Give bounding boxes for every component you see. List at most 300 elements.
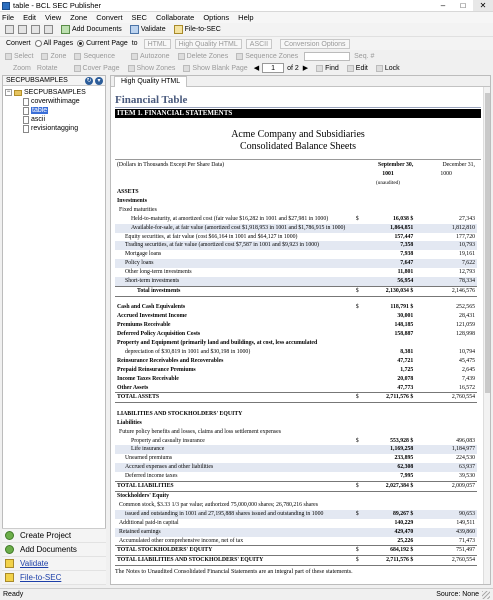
value-dec-1000: 128,998 [456,331,475,338]
tree-item-ascii[interactable] [5,115,105,124]
value-sep-1001: 11,801 [397,269,414,276]
row-label: Income Taxes Receivable [117,375,179,382]
table-row [115,482,477,492]
value-sep-1001: 30,001 [397,313,414,320]
value-sep-1001 [361,206,416,215]
dollar-sign: $ [353,286,361,296]
current-page-label: Current Page [86,40,128,47]
row-label: Trading securities, at fair value (amortized cost $7,587 in 1001 and $9,923 in 1000) [115,241,353,250]
file-to-sec-label: File-to-SEC [184,26,221,33]
table-row [115,188,477,197]
dollar-sign [353,357,361,366]
value-dec-1000: 71,473 [459,537,475,544]
company-title [115,129,481,153]
value-sep-1001: 56,954 [361,277,416,286]
value-sep-1001 [361,339,416,348]
menu-view[interactable]: View [45,13,62,22]
dollar-sign [353,519,361,528]
table-row [115,463,477,472]
table-row [115,501,477,510]
delete-zones-button[interactable]: Delete Zones [186,52,229,60]
open-icon[interactable] [18,25,27,34]
value-sep-1001: 118,791 $ [390,304,414,311]
assets-section [115,188,477,403]
sequence-icon [74,53,81,60]
tree-item-label: coverwithimage [31,98,80,105]
value-sep-1001: 157,447 [394,233,414,240]
dollar-sign [353,321,361,330]
row-label: Life insurance [115,445,353,454]
row-label: Mortgage loans [125,251,162,258]
row-label: Liabilities [117,419,142,426]
tree-root[interactable] [5,88,105,97]
value-sep-1001 [361,492,416,501]
statement-name: Consolidated Balance Sheets [239,141,357,152]
table-row [115,445,477,454]
table-row [115,556,477,566]
file-to-sec-icon [174,25,183,34]
cover-page-icon [74,65,81,72]
add-documents-icon [61,25,70,34]
table-row [115,546,477,556]
table-row [115,259,477,268]
row-label: Future policy benefits and losses, claims and loss settlement expenses [119,428,281,435]
source-status: Source: None [436,591,479,598]
value-dec-1000: 7,622 [415,259,477,268]
resize-grip-icon[interactable] [482,591,490,599]
zone-icon [41,53,48,60]
table-row [115,250,477,259]
dollar-sign [353,259,361,268]
table-top-rule [115,159,481,160]
dollar-sign [353,241,361,250]
table-row [115,528,477,537]
maximize-button[interactable]: □ [460,1,466,10]
menu-sec[interactable]: SEC [131,13,147,22]
value-sep-1001: 1,864,851 [361,224,416,233]
value-sep-1001: 2,711,576 $ [361,556,416,566]
row-label: Total investments [115,286,353,296]
vertical-scrollbar[interactable] [483,87,490,584]
table-row [115,472,477,481]
dollar-sign [353,419,361,428]
value-dec-1000: 12,793 [459,269,475,276]
file-to-sec-button[interactable] [172,25,221,34]
validate-icon [130,25,139,34]
value-dec-1000: 1,184,977 [415,445,477,454]
file-to-sec-icon [5,573,14,582]
table-row [115,286,477,296]
title-bar [0,0,493,12]
project-explorer-header [3,76,105,86]
row-label: Policy loans [115,259,353,268]
ascii-button[interactable]: ASCII [246,39,272,49]
value-dec-1000: 63,937 [415,463,477,472]
project-tree [3,86,105,133]
document-content [115,90,481,584]
value-dec-1000 [415,197,477,206]
dollar-sign [353,188,361,197]
value-dec-1000 [415,206,477,215]
sequence-zones-button[interactable]: Sequence Zones [245,52,299,60]
new-project-icon[interactable] [5,25,14,34]
row-label: Other Assets [117,384,149,391]
table-row [115,206,477,215]
menu-bar [0,12,493,23]
row-label: Equity securities, at fair value (cost $66,164 in 1001 and $64,127 in 1000) [125,233,298,240]
row-label: TOTAL ASSETS [115,393,353,403]
row-label: Premiums Receivable [117,322,171,329]
conversion-options-button[interactable]: Conversion Options [280,39,349,49]
menu-zone[interactable]: Zone [70,13,88,22]
dollar-sign [353,472,361,481]
dollar-sign [353,428,361,437]
value-sep-1001: 47,773 [397,384,414,391]
menu-options[interactable]: Options [203,13,230,22]
table-row [115,224,477,233]
value-dec-1000: 2,146,576 [415,286,477,296]
refresh-icon[interactable]: ↻ [86,77,92,84]
dollar-sign [353,250,361,259]
tree-item-coverwithimage[interactable] [5,97,105,106]
dollar-sign [353,233,361,242]
to-label: to [131,40,138,47]
row-label: Cash and Cash Equivalents [117,304,186,311]
row-label: Other long-term investments [125,269,192,276]
sequence-zones-icon [236,53,243,60]
value-dec-1000: 2,760,554 [415,393,477,403]
row-label: Property and Equipment (primarily land and buildings, at cost, less accumulated [117,340,318,346]
create-project-label: Create Project [20,531,72,540]
column-sep-header: September 30, [377,162,414,168]
close-button[interactable]: ✕ [473,0,493,11]
value-sep-1001: 7,647 [361,259,416,268]
dollar-sign [353,348,361,357]
autozone-button[interactable]: Autozone [139,52,170,60]
row-label: Accumulated other comprehensive income, net of tax [119,537,244,544]
value-dec-1000: 27,343 [459,215,475,222]
footnote: The Notes to Unaudited Consolidated Financial Statements are an integral part of these statements. [115,569,353,576]
dollar-sign: $ [355,437,359,444]
table-row [115,348,477,357]
table-row [115,410,477,419]
value-sep-1001: 2,027,384 $ [361,482,416,492]
value-sep-1001: 148,185 [394,322,414,329]
menu-collaborate[interactable]: Collaborate [155,13,195,22]
select-icon [5,53,12,60]
tree-item-table[interactable] [5,106,105,115]
table-row [115,241,477,250]
collapse-icon[interactable]: ▾ [95,77,103,85]
app-icon [2,2,10,10]
table-row [115,303,477,312]
value-dec-1000: 10,794 [459,348,475,355]
table-row [115,233,477,242]
table-header-row [115,179,477,188]
table-row [115,437,477,446]
value-dec-1000 [415,339,477,348]
collapse-toggle-icon[interactable]: − [6,89,11,95]
dollar-sign: $ [353,556,361,566]
add-documents-action[interactable] [2,543,106,557]
value-dec-1000 [415,492,477,501]
file-to-sec-link[interactable]: File-to-SEC [20,573,62,582]
value-sep-1001: 140,229 [394,519,414,526]
project-explorer [2,75,106,585]
value-dec-1000: 45,475 [459,357,475,364]
row-label: Held-to-maturity, at amortized cost (fair value $16,282 in 1001 and $27,981 in 1000) [131,215,329,222]
value-sep-1001 [361,501,416,510]
of-pages-label: of 2 [287,64,299,72]
sequence-button[interactable]: Sequence [83,52,115,60]
tab-high-quality-html[interactable]: High Quality HTML [114,76,187,87]
save-icon[interactable] [31,25,40,34]
row-label: Available-for-sale, at fair value (amortized cost $1,918,953 in 1001 and $1,786,915 in 1000) [115,224,353,233]
row-label: Stockholders' Equity [117,493,170,499]
show-blank-page-button[interactable]: Show Blank Page [192,64,248,72]
row-label: ASSETS [117,189,139,195]
value-sep-1001: 2,711,576 $ [361,393,416,403]
document-icon [23,107,29,115]
create-project-icon [5,531,14,540]
value-sep-1001: 7,938 [400,251,414,258]
dollar-sign [353,206,361,215]
dollar-sign [353,528,361,537]
column-dec-header: December 31, [442,162,475,168]
tree-item-label: ascii [31,116,46,123]
table-header-row [115,170,477,179]
heading-rule [115,107,481,108]
row-label: TOTAL LIABILITIES [115,482,353,492]
dollar-sign [353,339,361,348]
value-dec-1000: 121,059 [456,322,475,329]
next-page-icon[interactable]: ▶ [302,65,309,72]
value-dec-1000: 177,720 [456,233,475,240]
high-quality-html-button[interactable]: High Quality HTML [175,39,242,49]
autozone-icon [131,53,138,60]
value-sep-1001: 7,995 [400,473,414,480]
dollar-sign [353,366,361,375]
menu-help[interactable]: Help [238,13,254,22]
menu-file[interactable]: File [2,13,15,22]
dollar-sign [353,501,361,510]
html-button[interactable]: HTML [144,39,171,49]
table-row [115,384,477,393]
zone-button[interactable]: Zone [50,52,67,60]
value-sep-1001: 16,038 $ [393,215,414,222]
status-bar [0,588,493,600]
zoom-button[interactable]: Zoom [13,64,31,72]
sequence-number-input[interactable] [304,52,350,61]
dollar-sign [353,492,361,501]
cover-page-button[interactable]: Cover Page [82,64,120,72]
table-row [115,312,477,321]
value-sep-1001: 553,928 $ [390,437,414,444]
value-dec-1000: 439,860 [415,528,477,537]
dollar-sign [353,410,361,419]
file-to-sec-action[interactable] [2,571,106,585]
value-dec-1000: 1,812,810 [415,224,477,233]
add-documents-icon [5,545,14,554]
page-number-input[interactable]: 1 [262,63,284,73]
dollar-sign [353,463,361,472]
row-label: Investments [117,197,147,204]
tree-item-label: revisiontagging [31,125,79,132]
dollar-sign [353,445,361,454]
row-label: LIABILITIES AND STOCKHOLDERS' EQUITY [117,410,243,417]
zone-toolbar [0,50,493,62]
main-toolbar [0,23,493,37]
dollar-sign [353,454,361,463]
value-dec-1000: 149,511 [456,519,475,526]
value-dec-1000 [415,428,477,437]
item-header: ITEM 1. FINANCIAL STATEMENTS [115,109,481,118]
value-sep-1001: 684,192 $ [361,546,416,556]
table-row [115,339,477,348]
value-dec-1000: 751,497 [415,546,477,556]
table-row [115,268,477,277]
value-sep-1001: 25,226 [397,537,414,544]
document-icon [23,125,29,133]
row-label: TOTAL LIABILITIES AND STOCKHOLDERS' EQUITY [115,556,353,566]
validate-icon [5,559,14,568]
document-icon [23,98,29,106]
convert-label: Convert [6,40,31,47]
value-dec-1000 [415,296,477,303]
menu-convert[interactable]: Convert [96,13,123,22]
row-label: Unearned premiums [125,455,173,462]
minimize-button[interactable]: – [440,1,446,10]
table-row [115,366,477,375]
tree-item-revisiontagging[interactable] [5,124,105,133]
value-sep-1001: 429,470 [361,528,416,537]
table-row [115,492,477,501]
select-button[interactable]: Select [14,52,34,60]
tree-item-label: table [32,107,48,114]
value-sep-1001: 158,887 [394,331,414,338]
value-dec-1000: 10,793 [415,241,477,250]
table-header-row [115,161,477,170]
dollar-sign: $ [353,482,361,492]
validate-button[interactable] [128,25,166,34]
value-sep-1001: 20,078 [397,375,414,382]
lock-icon [376,65,383,72]
row-label: Deferred income taxes [125,473,178,480]
dollar-sign: $ [353,510,361,519]
value-sep-1001: 7,358 [361,241,416,250]
table-row [115,419,477,428]
table-row [115,375,477,384]
all-pages-radio[interactable] [35,40,42,47]
row-label: Fixed maturities [119,206,157,213]
table-row [115,357,477,366]
value-sep-1001: 89,267 $ [361,510,416,519]
show-zones-icon [128,65,135,72]
add-documents-button[interactable] [59,25,122,34]
validate-link[interactable]: Validate [20,559,49,568]
row-label: Short-term investments [115,277,353,286]
tree-root-label: SECPUBSAMPLES [24,89,86,96]
current-page-radio[interactable] [77,40,84,47]
row-label: Accrued Investment Income [117,313,187,320]
dollar-sign [353,537,361,546]
value-dec-1000: 78,334 [415,277,477,286]
row-label [115,296,353,303]
row-label: Accrued expenses and other liabilities [115,463,353,472]
table-row [115,296,477,303]
value-dec-1000: 16,572 [459,384,475,391]
value-dec-1000: 39,530 [459,473,475,480]
table-row [115,537,477,546]
table-row [115,519,477,528]
table-row [115,197,477,206]
project-explorer-title: SECPUBSAMPLES [6,77,68,84]
row-label: issued and outstanding in 1001 and 27,195,888 shares issued and outstanding in 1000 [115,510,353,519]
table-row [115,393,477,403]
print-icon[interactable] [44,25,53,34]
add-documents-label: Add Documents [72,26,122,33]
table-row [115,215,477,224]
value-dec-1000 [415,419,477,428]
menu-edit[interactable]: Edit [23,13,37,22]
column-sep-year: 1001 [382,171,394,177]
dollar-sign [353,277,361,286]
table-row [115,454,477,463]
create-project-action[interactable] [2,529,106,543]
liabilities-section [115,410,477,566]
value-dec-1000: 496,083 [456,437,475,444]
lock-button[interactable]: Lock [384,64,400,72]
value-dec-1000: 2,645 [461,366,475,373]
find-button[interactable]: Find [325,64,339,72]
value-sep-1001: 2,130,034 $ [361,286,416,296]
find-icon [316,65,323,72]
value-dec-1000 [415,410,477,419]
edit-button[interactable]: Edit [355,64,368,72]
edit-icon [347,65,354,72]
all-pages-label: All Pages [43,40,74,47]
scrollbar-thumb[interactable] [485,93,490,393]
column-desc-header: (Dollars in Thousands Except Per Share Data) [117,162,225,168]
folder-icon [14,90,22,96]
value-dec-1000: 2,760,554 [415,556,477,566]
table-row [115,321,477,330]
validate-label: Validate [140,26,166,33]
rotate-button[interactable]: Rotate [36,64,58,72]
value-sep-1001 [361,188,416,197]
first-page-icon[interactable]: ◀ [253,65,260,72]
validate-action[interactable] [2,557,106,571]
column-dec-year: 1000 [440,171,452,177]
seq-label: Seq. # [354,52,375,60]
unaudited-label: (unaudited) [376,180,400,186]
delete-zones-icon [178,53,185,60]
value-dec-1000 [415,188,477,197]
row-label: Deferred Policy Acquisition Costs [117,331,201,338]
show-zones-button[interactable]: Show Zones [136,64,176,72]
dollar-sign: $ [355,215,359,222]
dollar-sign [353,330,361,339]
dollar-sign [353,312,361,321]
value-sep-1001: 233,895 [394,455,414,462]
document-icon [23,116,29,124]
table-row [115,510,477,519]
value-sep-1001: 1,725 [400,366,414,373]
dollar-sign [353,224,361,233]
document-viewer [110,75,491,585]
row-label: Common stock, $3.33 1/3 par value; authorized 75,000,000 shares; 26,780,216 shares [119,501,318,508]
row-label: Property and casualty insurance [131,437,205,444]
